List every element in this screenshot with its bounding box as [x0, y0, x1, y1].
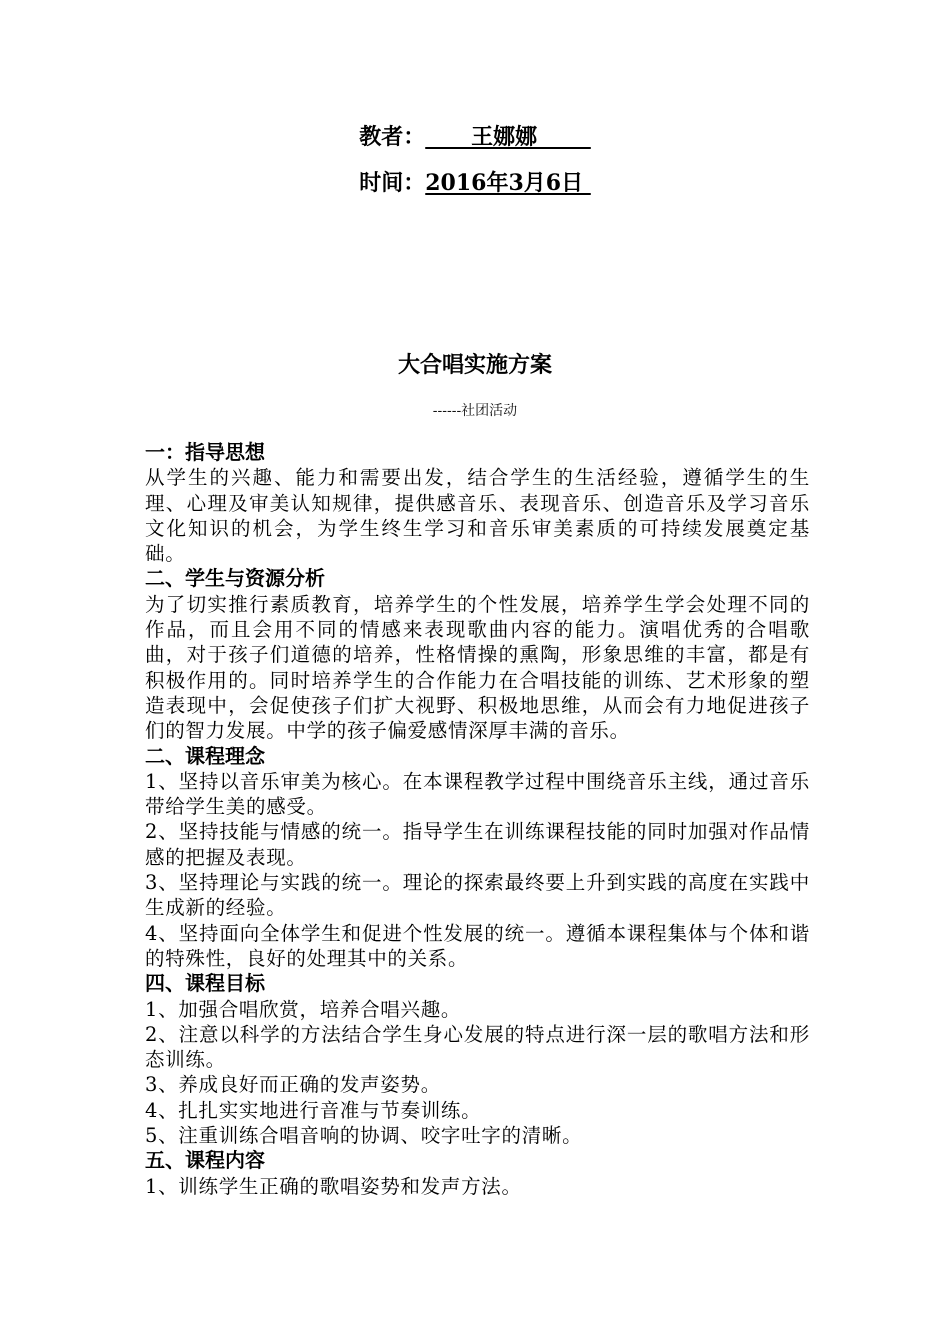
- paragraph: 3、养成良好而正确的发声姿势。: [145, 1073, 441, 1097]
- paragraph: 1、训练学生正确的歌唱姿势和发声方法。: [145, 1174, 522, 1198]
- paragraph: 为了切实推行素质教育，培养学生的个性发展，培养学生学会处理不同的作品，而且会用不同的情感来表现歌曲内容的能力。演唱优秀的合唱歌曲，对于孩子们道德的培养，性格情操的熏陶，形象思维的丰富，都是有积极作用的。同时培养学生的合作能力在合唱技能的训练、艺术形象的塑造表现中，会促使孩子们扩大视野、积极地思维，从而会有力地促进孩子们的智力发展。中学的孩子偏爱感情深厚丰满的音乐。: [145, 592, 810, 743]
- section: [145, 971, 810, 1148]
- paragraph: 1、坚持以音乐审美为核心。在本课程教学过程中围绕音乐主线，通过音乐带给学生美的感受。: [145, 769, 810, 819]
- section-heading: 二、课程理念: [145, 743, 265, 768]
- paragraph: 3、坚持理论与实践的统一。理论的探索最终要上升到实践的高度在实践中生成新的经验。: [145, 871, 810, 920]
- section-heading: 五、课程内容: [145, 1148, 265, 1173]
- section-heading: 二、学生与资源分析: [145, 566, 325, 591]
- date-value: 2016年3月6日: [425, 170, 591, 196]
- document-title: 大合唱实施方案: [397, 352, 552, 378]
- section: [145, 566, 810, 743]
- document-subtitle: ------社团活动: [432, 403, 518, 419]
- section-heading: 一：指导思想: [145, 440, 265, 464]
- section: [145, 440, 810, 566]
- date-line: [0, 168, 950, 198]
- document-body: [145, 440, 810, 1199]
- paragraph: 4、扎扎实实地进行音准与节奏训练。: [145, 1098, 482, 1122]
- teacher-line: [0, 122, 950, 152]
- section-heading: 四、课程目标: [145, 971, 265, 996]
- paragraph: 1、加强合唱欣赏，培养合唱兴趣。: [145, 997, 462, 1021]
- paragraph: 2、坚持技能与情感的统一。指导学生在训练课程技能的同时加强对作品情感的把握及表现。: [145, 820, 810, 869]
- section: [145, 1148, 810, 1199]
- date-label: 时间：: [359, 170, 426, 196]
- paragraph: 4、坚持面向全体学生和促进个性发展的统一。遵循本课程集体与个体和谐的特殊性，良好的处理其中的关系。: [145, 921, 810, 970]
- paragraph: 5、注重训练合唱音响的协调、咬字吐字的清晰。: [145, 1124, 583, 1148]
- paragraph: 2、注意以科学的方法结合学生身心发展的特点进行深一层的歌唱方法和形态训练。: [145, 1022, 810, 1072]
- section: [145, 744, 810, 972]
- teacher-name: 王娜娜: [425, 124, 591, 150]
- paragraph: 从学生的兴趣、能力和需要出发，结合学生的生活经验，遵循学生的生理、心理及审美认知规律，提供感音乐、表现音乐、创造音乐及学习音乐文化知识的机会，为学生终生学习和音乐审美素质的可持续发展奠定基础。: [145, 466, 810, 566]
- teacher-label: 教者：: [359, 124, 426, 150]
